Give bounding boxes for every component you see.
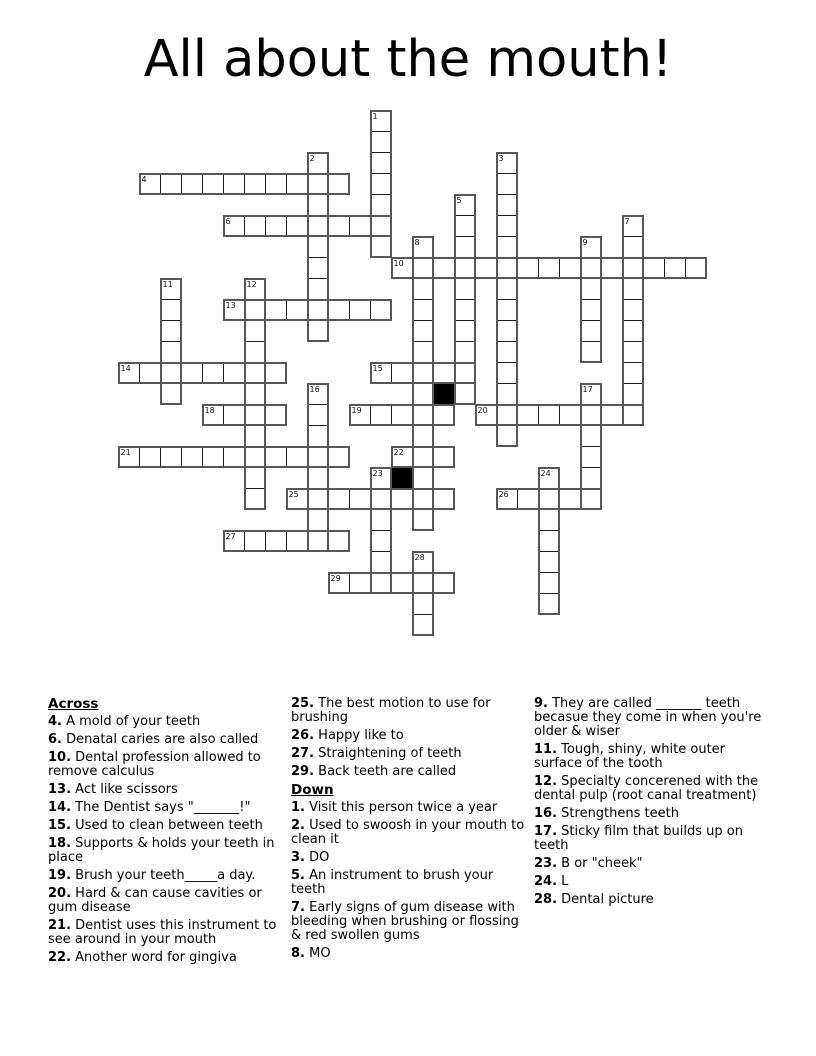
grid-cell[interactable] xyxy=(349,215,371,237)
grid-cell[interactable] xyxy=(370,488,392,510)
grid-cell[interactable] xyxy=(496,173,518,195)
clue-number: 8. xyxy=(291,946,305,961)
cell-number: 13 xyxy=(225,300,236,310)
grid-cell[interactable] xyxy=(118,362,140,384)
clue-item: 9. They are called _______ teeth becasue they come in when you're older & wiser xyxy=(534,696,762,739)
grid-cell[interactable] xyxy=(622,362,644,384)
grid-cell[interactable] xyxy=(433,362,455,384)
grid-cell[interactable] xyxy=(244,278,266,300)
grid-cell[interactable] xyxy=(580,320,602,342)
grid-cell[interactable] xyxy=(412,236,434,258)
grid-cell[interactable] xyxy=(580,236,602,258)
clue-number: 2. xyxy=(291,818,305,833)
grid-cell[interactable] xyxy=(286,446,308,468)
cell-number: 5 xyxy=(456,195,462,205)
grid-cell[interactable] xyxy=(244,320,266,342)
grid-cell[interactable] xyxy=(580,341,602,363)
grid-cell[interactable] xyxy=(307,278,329,300)
clue-number: 5. xyxy=(291,868,305,883)
grid-cell[interactable] xyxy=(496,362,518,384)
grid-cell[interactable] xyxy=(244,215,266,237)
grid-cell[interactable] xyxy=(307,383,329,405)
grid-cell[interactable] xyxy=(370,299,392,321)
grid-cell[interactable] xyxy=(622,257,644,279)
grid-cell[interactable] xyxy=(370,131,392,153)
grid-cell[interactable] xyxy=(391,257,413,279)
clue-item: 22. Another word for gingiva xyxy=(48,950,237,965)
clue-item: 12. Specialty concerened with the dental pulp (root canal treatment) xyxy=(534,774,759,803)
clue-number: 10. xyxy=(48,750,72,765)
grid-cell[interactable] xyxy=(475,404,497,426)
grid-cell[interactable] xyxy=(580,299,602,321)
cell-number: 12 xyxy=(246,279,257,289)
grid-cell[interactable] xyxy=(496,383,518,405)
clue-item: 27. Straightening of teeth xyxy=(291,746,462,761)
clue-item: 8. MO xyxy=(291,946,331,961)
grid-cell[interactable] xyxy=(412,467,434,489)
grid-cell[interactable] xyxy=(496,152,518,174)
black-cell xyxy=(433,383,455,405)
grid-cell[interactable] xyxy=(223,404,245,426)
grid-cell[interactable] xyxy=(538,257,560,279)
grid-cell[interactable] xyxy=(454,257,476,279)
grid-cell[interactable] xyxy=(370,530,392,552)
cell-number: 17 xyxy=(582,384,593,394)
grid-cell[interactable] xyxy=(139,446,161,468)
grid-cell[interactable] xyxy=(433,488,455,510)
grid-cell[interactable] xyxy=(160,362,182,384)
grid-cell[interactable] xyxy=(496,488,518,510)
grid-cell[interactable] xyxy=(538,488,560,510)
cell-number: 7 xyxy=(624,216,630,226)
grid-cell[interactable] xyxy=(391,404,413,426)
grid-cell[interactable] xyxy=(580,425,602,447)
clue-item: 6. Denatal caries are also called xyxy=(48,732,259,747)
cell-number: 23 xyxy=(372,468,383,478)
clues-heading: Down xyxy=(291,782,334,798)
clue-item: 15. Used to clean between teeth xyxy=(48,818,263,833)
grid-cell[interactable] xyxy=(622,383,644,405)
clue-number: 19. xyxy=(48,868,72,883)
clue-column-2 xyxy=(291,697,526,969)
grid-cell[interactable] xyxy=(454,215,476,237)
clue-number: 23. xyxy=(534,856,558,871)
grid-cell[interactable] xyxy=(307,257,329,279)
grid-cell[interactable] xyxy=(307,173,329,195)
grid-cell[interactable] xyxy=(433,572,455,594)
clue-column-3 xyxy=(534,697,770,969)
clue-item: 28. Dental picture xyxy=(534,892,654,907)
clue-item: 7. Early signs of gum disease with bleeding when brushing or flossing & red swollen gums xyxy=(291,900,519,943)
grid-cell[interactable] xyxy=(496,425,518,447)
grid-cell[interactable] xyxy=(181,173,203,195)
grid-cell[interactable] xyxy=(286,215,308,237)
grid-cell[interactable] xyxy=(118,446,140,468)
grid-cell[interactable] xyxy=(370,152,392,174)
clue-item: 23. B or "cheek" xyxy=(534,856,643,871)
grid-cell[interactable] xyxy=(328,488,350,510)
cell-number: 1 xyxy=(372,111,378,121)
grid-cell[interactable] xyxy=(412,614,434,636)
grid-cell[interactable] xyxy=(370,572,392,594)
grid-cell[interactable] xyxy=(286,173,308,195)
cell-number: 8 xyxy=(414,237,420,247)
grid-cell[interactable] xyxy=(454,194,476,216)
grid-cell[interactable] xyxy=(244,341,266,363)
cell-number: 2 xyxy=(309,153,315,163)
grid-cell[interactable] xyxy=(160,299,182,321)
grid-cell[interactable] xyxy=(433,446,455,468)
clues-heading: Across xyxy=(48,696,99,712)
grid-cell[interactable] xyxy=(370,110,392,132)
clue-item: 17. Sticky film that builds up on teeth xyxy=(534,824,743,853)
cell-number: 14 xyxy=(120,363,131,373)
grid-cell[interactable] xyxy=(643,257,665,279)
grid-cell[interactable] xyxy=(265,362,287,384)
grid-cell[interactable] xyxy=(538,404,560,426)
grid-cell[interactable] xyxy=(517,488,539,510)
grid-cell[interactable] xyxy=(160,173,182,195)
grid-cell[interactable] xyxy=(244,362,266,384)
grid-cell[interactable] xyxy=(223,530,245,552)
grid-cell[interactable] xyxy=(454,383,476,405)
grid-cell[interactable] xyxy=(265,173,287,195)
cell-number: 20 xyxy=(477,405,488,415)
grid-cell[interactable] xyxy=(412,320,434,342)
grid-cell[interactable] xyxy=(349,572,371,594)
grid-cell[interactable] xyxy=(454,341,476,363)
grid-cell[interactable] xyxy=(223,299,245,321)
grid-cell[interactable] xyxy=(202,173,224,195)
cell-number: 19 xyxy=(351,405,362,415)
grid-cell[interactable] xyxy=(307,215,329,237)
grid-cell[interactable] xyxy=(412,488,434,510)
clue-item: 10. Dental profession allowed to remove calculus xyxy=(48,750,261,779)
grid-cell[interactable] xyxy=(412,341,434,363)
cell-number: 11 xyxy=(162,279,173,289)
clue-number: 9. xyxy=(534,696,548,711)
cell-number: 9 xyxy=(582,237,588,247)
grid-cell[interactable] xyxy=(622,236,644,258)
grid-cell[interactable] xyxy=(559,404,581,426)
clues-section xyxy=(48,697,770,969)
grid-cell[interactable] xyxy=(391,572,413,594)
grid-cell[interactable] xyxy=(622,278,644,300)
clue-number: 7. xyxy=(291,900,305,915)
grid-cell[interactable] xyxy=(307,194,329,216)
grid-cell[interactable] xyxy=(391,362,413,384)
grid-cell[interactable] xyxy=(580,446,602,468)
clue-number: 15. xyxy=(48,818,72,833)
grid-cell[interactable] xyxy=(307,404,329,426)
cell-number: 22 xyxy=(393,447,404,457)
clue-item: 25. The best motion to use for brushing xyxy=(291,696,491,725)
cell-number: 21 xyxy=(120,447,131,457)
page-title: All about the mouth! xyxy=(143,30,673,89)
grid-cell[interactable] xyxy=(496,404,518,426)
grid-cell[interactable] xyxy=(328,299,350,321)
grid-cell[interactable] xyxy=(244,446,266,468)
grid-cell[interactable] xyxy=(433,257,455,279)
grid-cell[interactable] xyxy=(412,446,434,468)
grid-cell[interactable] xyxy=(307,530,329,552)
grid-cell[interactable] xyxy=(328,173,350,195)
grid-cell[interactable] xyxy=(139,362,161,384)
clue-column-1 xyxy=(48,697,283,969)
grid-cell[interactable] xyxy=(454,320,476,342)
grid-cell[interactable] xyxy=(601,257,623,279)
grid-cell[interactable] xyxy=(370,467,392,489)
grid-cell[interactable] xyxy=(496,341,518,363)
grid-cell[interactable] xyxy=(223,362,245,384)
grid-cell[interactable] xyxy=(244,530,266,552)
grid-cell[interactable] xyxy=(370,404,392,426)
clue-number: 13. xyxy=(48,782,72,797)
clue-item: 24. L xyxy=(534,874,569,889)
grid-cell[interactable] xyxy=(265,446,287,468)
grid-cell[interactable] xyxy=(349,488,371,510)
grid-cell[interactable] xyxy=(622,215,644,237)
grid-cell[interactable] xyxy=(412,425,434,447)
grid-cell[interactable] xyxy=(307,236,329,258)
clue-number: 1. xyxy=(291,800,305,815)
grid-cell[interactable] xyxy=(496,257,518,279)
clue-number: 11. xyxy=(534,742,558,757)
clue-item: 18. Supports & holds your teeth in place xyxy=(48,836,275,865)
cell-number: 29 xyxy=(330,573,341,583)
grid-cell[interactable] xyxy=(538,593,560,615)
grid-cell[interactable] xyxy=(307,152,329,174)
grid-cell[interactable] xyxy=(244,467,266,489)
grid-cell[interactable] xyxy=(202,404,224,426)
clue-number: 4. xyxy=(48,714,62,729)
grid-cell[interactable] xyxy=(454,299,476,321)
grid-cell[interactable] xyxy=(370,551,392,573)
grid-cell[interactable] xyxy=(580,404,602,426)
grid-cell[interactable] xyxy=(202,362,224,384)
clue-number: 25. xyxy=(291,696,315,711)
clue-number: 28. xyxy=(534,892,558,907)
clue-item: 11. Tough, shiny, white outer surface of the tooth xyxy=(534,742,726,771)
grid-cell[interactable] xyxy=(538,509,560,531)
grid-cell[interactable] xyxy=(349,299,371,321)
grid-cell[interactable] xyxy=(307,509,329,531)
grid-cell[interactable] xyxy=(517,404,539,426)
grid-cell[interactable] xyxy=(265,404,287,426)
cell-number: 24 xyxy=(540,468,551,478)
grid-cell[interactable] xyxy=(685,257,707,279)
cell-number: 10 xyxy=(393,258,404,268)
grid-cell[interactable] xyxy=(370,362,392,384)
grid-cell[interactable] xyxy=(349,404,371,426)
cell-number: 26 xyxy=(498,489,509,499)
grid-cell[interactable] xyxy=(454,236,476,258)
grid-cell[interactable] xyxy=(307,299,329,321)
grid-cell[interactable] xyxy=(307,320,329,342)
clue-number: 14. xyxy=(48,800,72,815)
grid-cell[interactable] xyxy=(580,278,602,300)
grid-cell[interactable] xyxy=(538,551,560,573)
clue-number: 18. xyxy=(48,836,72,851)
cell-number: 16 xyxy=(309,384,320,394)
grid-cell[interactable] xyxy=(160,278,182,300)
grid-cell[interactable] xyxy=(412,362,434,384)
grid-cell[interactable] xyxy=(664,257,686,279)
grid-cell[interactable] xyxy=(370,236,392,258)
grid-cell[interactable] xyxy=(412,572,434,594)
grid-cell[interactable] xyxy=(370,173,392,195)
cell-number: 28 xyxy=(414,552,425,562)
grid-cell[interactable] xyxy=(412,404,434,426)
grid-cell[interactable] xyxy=(286,488,308,510)
clue-item: 20. Hard & can cause cavities or gum disease xyxy=(48,886,262,915)
clue-number: 16. xyxy=(534,806,558,821)
grid-cell[interactable] xyxy=(412,299,434,321)
grid-cell[interactable] xyxy=(307,467,329,489)
grid-cell[interactable] xyxy=(160,341,182,363)
grid-cell[interactable] xyxy=(559,257,581,279)
clue-number: 27. xyxy=(291,746,315,761)
cell-number: 25 xyxy=(288,489,299,499)
cell-number: 3 xyxy=(498,153,504,163)
clue-item: 13. Act like scissors xyxy=(48,782,178,797)
grid-cell[interactable] xyxy=(244,488,266,510)
grid-cell[interactable] xyxy=(370,509,392,531)
grid-cell[interactable] xyxy=(412,278,434,300)
grid-cell[interactable] xyxy=(412,593,434,615)
grid-cell[interactable] xyxy=(580,488,602,510)
grid-cell[interactable] xyxy=(202,446,224,468)
grid-cell[interactable] xyxy=(160,320,182,342)
grid-cell[interactable] xyxy=(244,383,266,405)
clue-item: 4. A mold of your teeth xyxy=(48,714,201,729)
grid-cell[interactable] xyxy=(580,467,602,489)
grid-cell[interactable] xyxy=(244,425,266,447)
grid-cell[interactable] xyxy=(328,530,350,552)
grid-cell[interactable] xyxy=(454,278,476,300)
grid-cell[interactable] xyxy=(223,173,245,195)
grid-cell[interactable] xyxy=(496,320,518,342)
grid-cell[interactable] xyxy=(538,530,560,552)
grid-cell[interactable] xyxy=(139,173,161,195)
clue-number: 26. xyxy=(291,728,315,743)
clue-item: 16. Strengthens teeth xyxy=(534,806,679,821)
grid-cell[interactable] xyxy=(580,257,602,279)
cell-number: 4 xyxy=(141,174,147,184)
grid-cell[interactable] xyxy=(244,173,266,195)
grid-cell[interactable] xyxy=(412,509,434,531)
clue-number: 6. xyxy=(48,732,62,747)
grid-cell[interactable] xyxy=(412,383,434,405)
grid-cell[interactable] xyxy=(622,341,644,363)
grid-cell[interactable] xyxy=(475,257,497,279)
clue-item: 3. DO xyxy=(291,850,330,865)
cell-number: 6 xyxy=(225,216,231,226)
clue-number: 12. xyxy=(534,774,558,789)
grid-cell[interactable] xyxy=(244,299,266,321)
grid-cell[interactable] xyxy=(496,215,518,237)
grid-cell[interactable] xyxy=(517,257,539,279)
clue-item: 19. Brush your teeth_____a day. xyxy=(48,868,256,883)
clue-item: 29. Back teeth are called xyxy=(291,764,457,779)
cell-number: 18 xyxy=(204,405,215,415)
grid-cell[interactable] xyxy=(580,383,602,405)
grid-cell[interactable] xyxy=(307,488,329,510)
grid-cell[interactable] xyxy=(223,446,245,468)
grid-cell[interactable] xyxy=(181,362,203,384)
grid-cell[interactable] xyxy=(496,278,518,300)
grid-cell[interactable] xyxy=(181,446,203,468)
grid-cell[interactable] xyxy=(538,467,560,489)
crossword-grid xyxy=(118,110,710,639)
grid-cell[interactable] xyxy=(286,530,308,552)
grid-cell[interactable] xyxy=(496,299,518,321)
grid-cell[interactable] xyxy=(622,404,644,426)
clue-item: 2. Used to swoosh in your mouth to clean it xyxy=(291,818,525,847)
grid-cell[interactable] xyxy=(454,362,476,384)
grid-cell[interactable] xyxy=(538,572,560,594)
black-cell xyxy=(391,467,413,489)
clue-item: 21. Dentist uses this instrument to see around in your mouth xyxy=(48,918,277,947)
grid-cell[interactable] xyxy=(265,215,287,237)
grid-cell[interactable] xyxy=(622,320,644,342)
grid-cell[interactable] xyxy=(559,488,581,510)
cell-number: 27 xyxy=(225,531,236,541)
grid-cell[interactable] xyxy=(307,425,329,447)
grid-cell[interactable] xyxy=(328,446,350,468)
clue-item: 26. Happy like to xyxy=(291,728,404,743)
grid-cell[interactable] xyxy=(412,551,434,573)
clue-item: 5. An instrument to brush your teeth xyxy=(291,868,494,897)
grid-cell[interactable] xyxy=(160,446,182,468)
clue-number: 20. xyxy=(48,886,72,901)
grid-cell[interactable] xyxy=(307,446,329,468)
grid-cell[interactable] xyxy=(370,215,392,237)
grid-cell[interactable] xyxy=(370,194,392,216)
clue-item: 14. The Dentist says "_______!" xyxy=(48,800,251,815)
grid-cell[interactable] xyxy=(496,236,518,258)
grid-cell[interactable] xyxy=(391,488,413,510)
clue-number: 24. xyxy=(534,874,558,889)
grid-cell[interactable] xyxy=(601,404,623,426)
grid-cell[interactable] xyxy=(328,215,350,237)
clue-number: 22. xyxy=(48,950,72,965)
grid-cell[interactable] xyxy=(286,299,308,321)
grid-cell[interactable] xyxy=(328,572,350,594)
clue-number: 29. xyxy=(291,764,315,779)
grid-cell[interactable] xyxy=(223,215,245,237)
grid-cell[interactable] xyxy=(265,299,287,321)
cell-number: 15 xyxy=(372,363,383,373)
clue-number: 21. xyxy=(48,918,72,933)
grid-cell[interactable] xyxy=(265,530,287,552)
grid-cell[interactable] xyxy=(244,404,266,426)
clue-number: 3. xyxy=(291,850,305,865)
grid-cell[interactable] xyxy=(160,383,182,405)
grid-cell[interactable] xyxy=(622,299,644,321)
grid-cell[interactable] xyxy=(496,194,518,216)
clue-item: 1. Visit this person twice a year xyxy=(291,800,498,815)
grid-cell[interactable] xyxy=(412,257,434,279)
grid-cell[interactable] xyxy=(433,404,455,426)
grid-cell[interactable] xyxy=(391,446,413,468)
clue-number: 17. xyxy=(534,824,558,839)
